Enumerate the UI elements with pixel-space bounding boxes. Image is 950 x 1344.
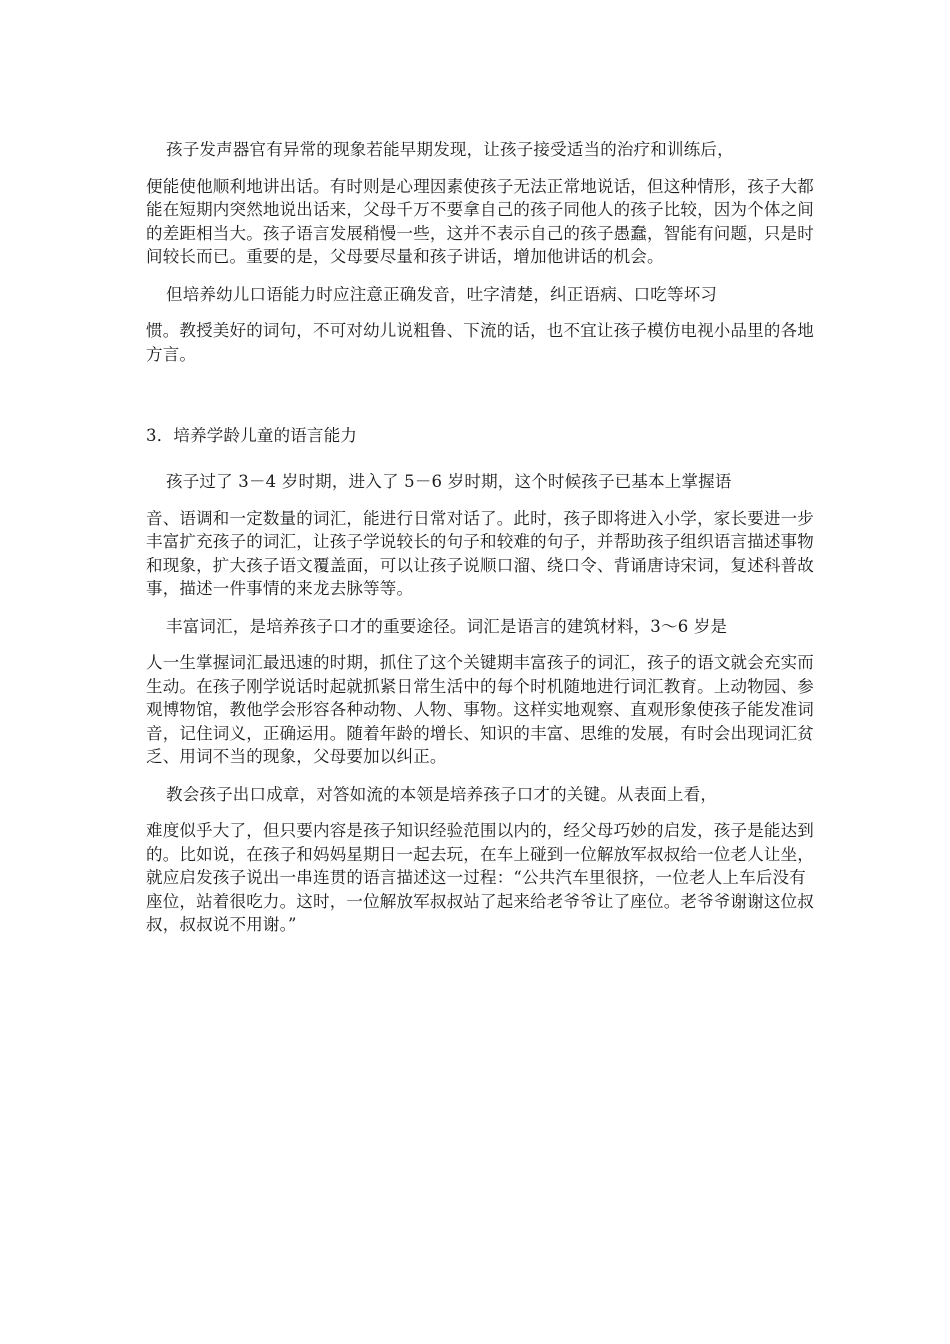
section-spacer (146, 380, 814, 424)
paragraph-body: 惯。教授美好的词句，不可对幼儿说粗鲁、下流的话，也不宜让孩子模仿电视小品里的各地方言。 (146, 321, 814, 364)
document-body (146, 138, 814, 951)
paragraph-first-line: 孩子过了 3－4 岁时期，进入了 5－6 岁时期，这个时候孩子已基本上掌握语 (166, 472, 732, 491)
paragraph-first-line: 丰富词汇，是培养孩子口才的重要途径。词汇是语言的建筑材料，3～6 岁是 (166, 616, 728, 636)
paragraph-speech-organ (146, 138, 814, 269)
paragraph-first-line: 但培养幼儿口语能力时应注意正确发音，吐字清楚，纠正语病、口吃等坏习 (166, 284, 718, 304)
paragraph-body: 便能使他顺利地讲出话。有时则是心理因素使孩子无法正常地说话，但这种情形，孩子大都能在短期内突然地说出话来，父母千万不要拿自己的孩子同他人的孩子比较，因为个体之间的差距相当大。孩子语言发展稍慢一些，这并不表示自己的孩子愚蠢，智能有问题，只是时间较长而已。重要的是，父母要尽量和孩子讲话，增加他讲话的机会。 (146, 176, 814, 266)
paragraph-body: 难度似乎大了，但只要内容是孩子知识经验范围以内的，经父母巧妙的启发，孩子是能达到的。比如说，在孩子和妈妈星期日一起去玩，在车上碰到一位解放军叔叔给一位老人让坐，就应启发孩子说出一串连贯的语言描述这一过程：“公共汽车里很挤，一位老人上车后没有座位，站着很吃力。这时，一位解放军叔叔站了起来给老爷爷让了座位。老爷爷谢谢这位叔叔，叔叔说不用谢。” (146, 821, 814, 934)
paragraph-first-line: 教会孩子出口成章，对答如流的本领是培养孩子口才的关键。从表面上看， (166, 784, 718, 804)
section-heading: 3．培养学龄儿童的语言能力 (146, 426, 358, 445)
paragraph-body: 人一生掌握词汇最迅速的时期，抓住了这个关键期丰富孩子的词汇，孩子的语文就会充实而生动。在孩子刚学说话时起就抓紧日常生活中的每个时机随地进行词汇教育。上动物园、参观博物馆，教他学会形容各种动物、人物、事物。这样实地观察、直观形象使孩子能发准词音，记住词义，正确运用。随着年龄的增长、知识的丰富、思维的发展，有时会出现词汇贫乏、用词不当的现象，父母要加以纠正。 (146, 653, 814, 766)
paragraph-first-line: 孩子发声器官有异常的现象若能早期发现，让孩子接受适当的治疗和训练后， (166, 140, 734, 159)
paragraph-body: 音、语调和一定数量的词汇，能进行日常对话了。此时，孩子即将进入小学，家长要进一步丰富扩充孩子的词汇，让孩子学说较长的句子和较难的句子，并帮助孩子组织语言描述事物和现象，扩大孩子语文覆盖面，可以让孩子说顺口溜、绕口令、背诵唐诗宋词，复述科普故事，描述一件事情的来龙去脉等等。 (146, 508, 814, 598)
paragraph-eloquence (146, 783, 814, 937)
paragraph-pronunciation (146, 283, 814, 367)
paragraph-vocabulary (146, 615, 814, 769)
paragraph-school-age (146, 470, 814, 601)
